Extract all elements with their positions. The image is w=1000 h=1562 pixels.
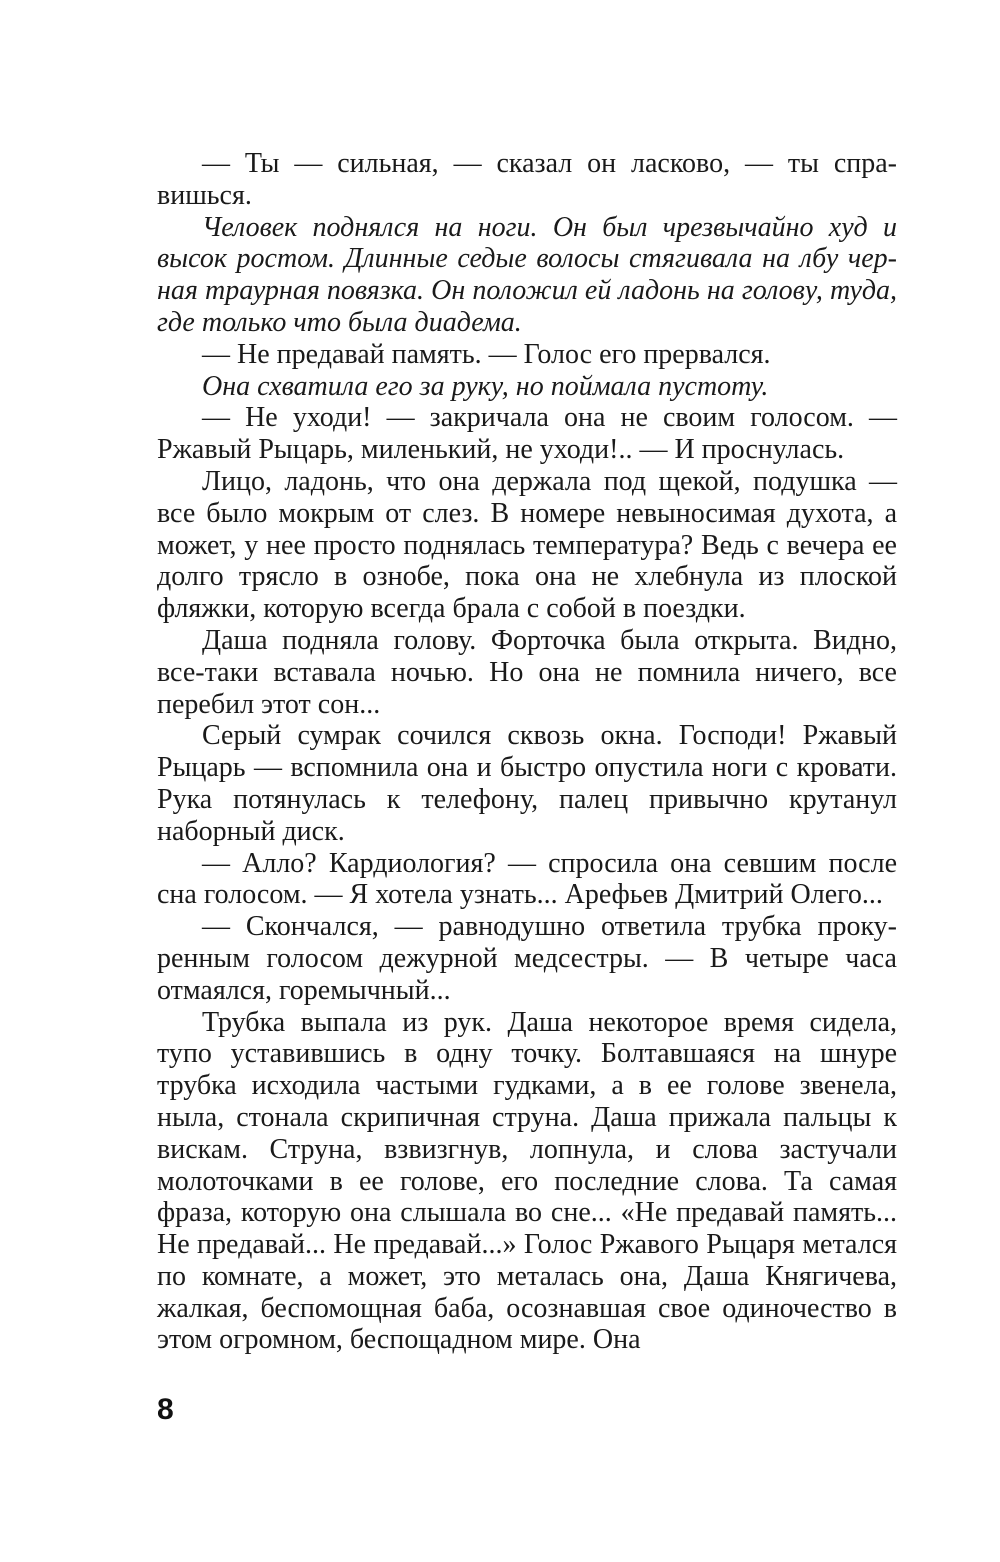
paragraph-6: Лицо, ладонь, что она держала под щекой, подушка — все было мокрым от слез. В номере невыносимая духота, а может, у нее просто поднялась температура? Ведь с вечера ее долго трясло в ознобе, пока она не хлебнула из плоской фляжки, которую всегда брала с собой в поездки. [157, 465, 897, 625]
paragraph-11: Трубка выпала из рук. Даша некоторое время сидела, тупо уставившись в одну точку. Болтавшаяся на шнуре трубка исходила частыми гудками, а в ее голове звенела, ныла, стонала скрипичная струна. Даша прижала пальцы к вискам. Струна, взвизгнув, лопнула, и слова застучали молоточками в ее голове, его последние слова. Та самая фраза, которую она слышала во сне... «Не предавай память... Не предавай... Не предавай...» Голос Ржавого Рыцаря метался по комнате, а может, это металась она, Даша Княгичева, жалкая, беспомощная баба, осознавшая свое одиночество в этом огромном, беспощадном мире. Она [157, 1006, 897, 1356]
page-number: 8 [157, 1393, 174, 1426]
paragraph-10: — Скончался, — равнодушно ответила трубка прокуренным голосом дежурной медсестры. — В четыре часа отмаялся, горемычный... [157, 911, 897, 1006]
paragraph-5: — Не уходи! — закричала она не своим голосом. — Ржавый Рыцарь, миленький, не уходи!.. — И проснулась. [157, 402, 897, 466]
paragraph-7: Даша подняла голову. Форточка была открыта. Видно, все-таки вставала ночью. Но она не помнила ничего, все перебил этот сон... [157, 624, 897, 720]
paragraph-4-italic: Она схватила его за руку, но поймала пустоту. [202, 370, 769, 402]
paragraph-8: Серый сумрак сочился сквозь окна. Господи! Ржавый Рыцарь — вспомнила она и быстро опустила ноги с кровати. Рука потянулась к телефону, палец привычно крутанул наборный диск. [157, 720, 897, 847]
paragraph-3: — Не предавай память. — Голос его прервался. [202, 338, 771, 370]
paragraph-9: — Алло? Кардиология? — спросила она севшим после сна голосом. — Я хотела узнать... Арефьев Дмитрий Олего... [157, 847, 897, 911]
paragraph-2-italic: Человек поднялся на ноги. Он был чрезвычайно худ и высок ростом. Длинные седые волосы стягивала на лбу черная траурная повязка. Он положил ей ладонь на голову, туда, где только что была диадема. [157, 211, 897, 338]
page-text [157, 148, 897, 1356]
paragraph-1: — Ты — сильная, — сказал он ласково, — ты справишься. [157, 148, 897, 211]
